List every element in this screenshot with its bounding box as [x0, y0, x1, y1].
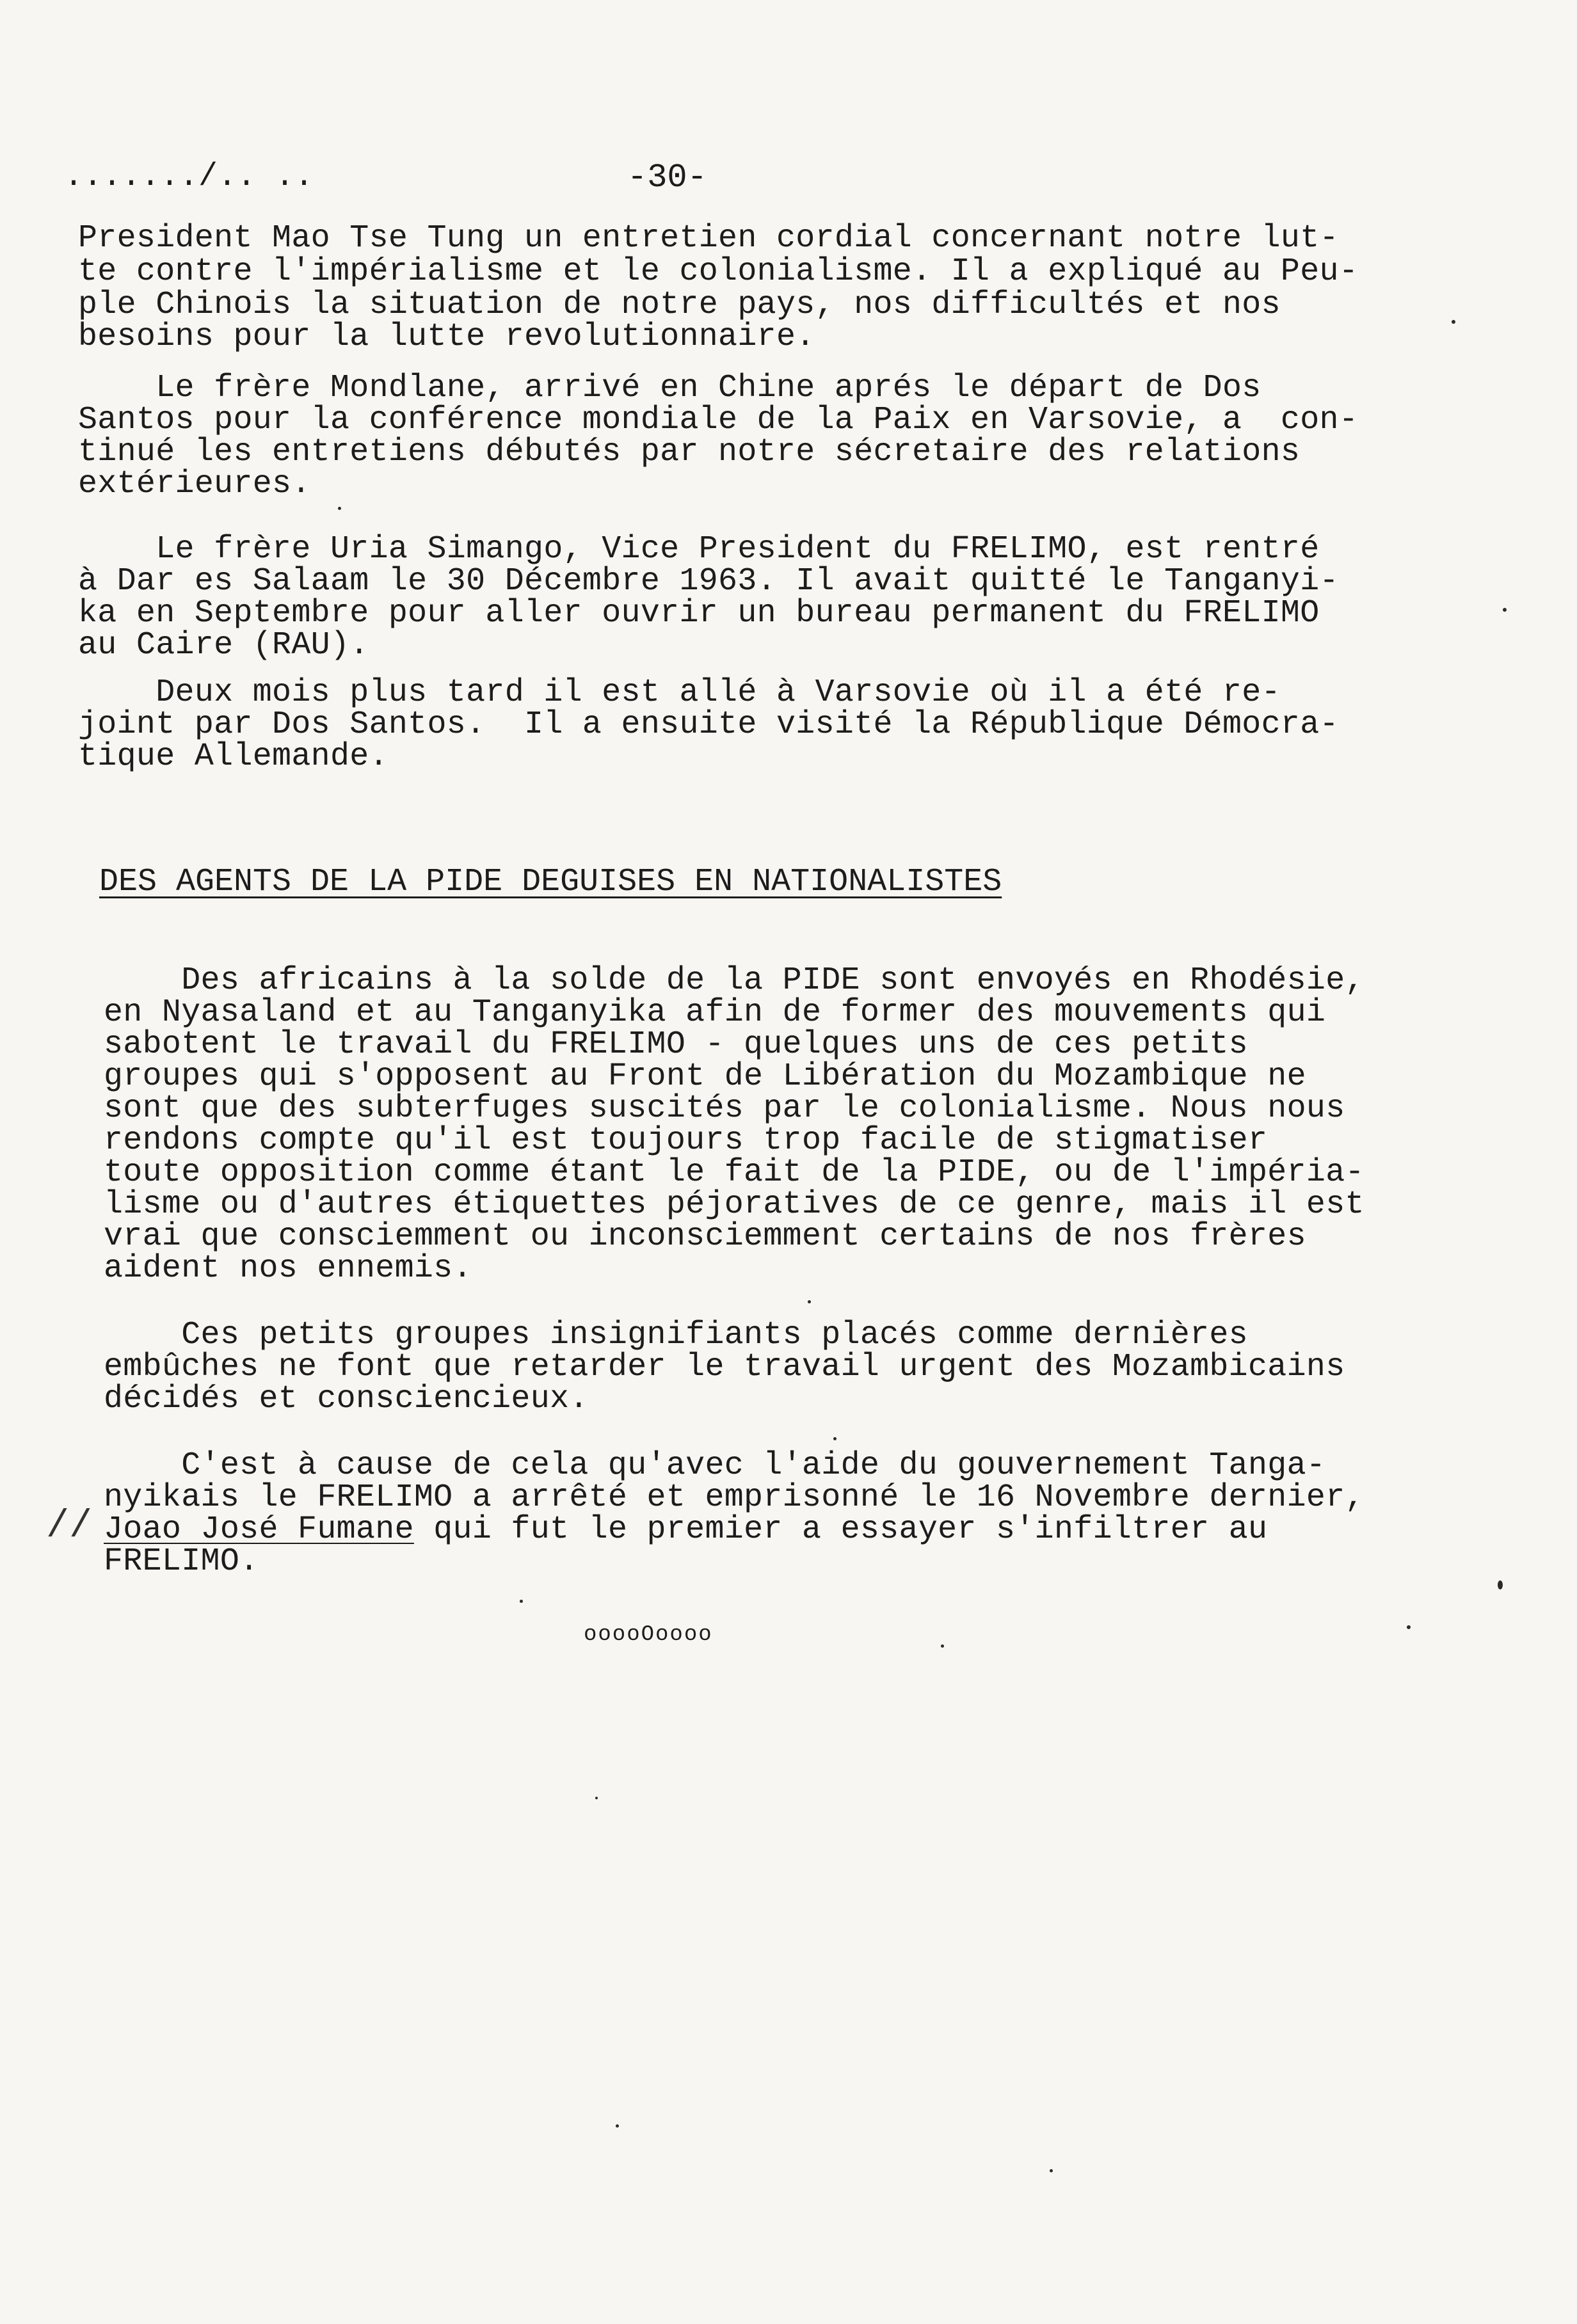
text-line-rest: qui fut le premier a essayer s'infiltrer au — [433, 1511, 1268, 1548]
text-line: Le frère Uria Simango, Vice President du FRELIMO, est rentré — [78, 531, 1320, 568]
scan-speck — [520, 1600, 523, 1603]
scan-speck — [808, 1300, 811, 1303]
continuation-mark: ......./.. .. — [64, 159, 314, 195]
text-line: tinué les entretiens débutés par notre sécretaire des relations — [78, 434, 1301, 470]
scan-speck — [1050, 2169, 1053, 2172]
scan-speck — [1407, 1625, 1411, 1629]
scan-speck — [595, 1797, 598, 1799]
text-line: lisme ou d'autres étiquettes péjoratives de ce genre, mais il est — [104, 1186, 1365, 1223]
text-line: C'est à cause de cela qu'avec l'aide du gouvernement Tanga- — [104, 1447, 1326, 1484]
text-line: embûches ne font que retarder le travail urgent des Mozambicains — [104, 1349, 1345, 1385]
scan-speck — [1503, 608, 1507, 612]
text-line: extérieures. — [78, 466, 311, 502]
text-line: FRELIMO. — [104, 1543, 259, 1580]
underlined-name: Joao José Fumane — [104, 1511, 414, 1548]
text-line: Le frère Mondlane, arrivé en Chine aprés le départ de Dos — [78, 370, 1261, 406]
scan-speck — [616, 2124, 619, 2128]
text-line: en Nyasaland et au Tanganyika afin de former des mouvements qui — [104, 994, 1326, 1031]
text-line: à Dar es Salaam le 30 Décembre 1963. Il avait quitté le Tanganyi- — [78, 563, 1339, 600]
text-line: Ces petits groupes insignifiants placés comme dernières — [104, 1317, 1248, 1353]
text-line: tique Allemande. — [78, 738, 388, 775]
end-ornament: ooooOoooo — [584, 1623, 713, 1647]
text-line: sont que des subterfuges suscités par le colonialisme. Nous nous — [104, 1090, 1345, 1127]
text-line: toute opposition comme étant le fait de la PIDE, ou de l'impéria- — [104, 1154, 1365, 1191]
scan-speck — [1452, 320, 1455, 324]
page-number: -30- — [627, 159, 707, 196]
text-line: joint par Dos Santos. Il a ensuite visité la République Démocra- — [78, 706, 1339, 743]
scan-speck — [833, 1437, 837, 1440]
text-line: sabotent le travail du FRELIMO - quelques uns de ces petits — [104, 1026, 1248, 1063]
text-line: au Caire (RAU). — [78, 627, 369, 664]
text-line: President Mao Tse Tung un entretien cordial concernant notre lut- — [78, 220, 1339, 257]
text-line: vrai que consciemment ou inconsciemment certains de nos frères — [104, 1218, 1306, 1255]
text-line: ple Chinois la situation de notre pays, nos difficultés et nos — [78, 287, 1281, 323]
scan-speck — [941, 1644, 944, 1648]
section-heading: DES AGENTS DE LA PIDE DEGUISES EN NATIONALISTES — [99, 864, 1002, 900]
text-line: Deux mois plus tard il est allé à Varsovie où il a été re- — [78, 674, 1281, 711]
margin-mark: // — [46, 1505, 93, 1548]
text-line: ka en Septembre pour aller ouvrir un bureau permanent du FRELIMO — [78, 595, 1320, 632]
text-line — [104, 1511, 1268, 1548]
text-line: besoins pour la lutte revolutionnaire. — [78, 319, 815, 355]
text-line: Santos pour la conférence mondiale de la Paix en Varsovie, a con- — [78, 402, 1359, 438]
scan-speck — [338, 507, 341, 510]
text-line: nyikais le FRELIMO a arrêté et emprisonné le 16 Novembre dernier, — [104, 1479, 1365, 1516]
text-line: décidés et consciencieux. — [104, 1381, 589, 1417]
text-line: groupes qui s'opposent au Front de Libération du Mozambique ne — [104, 1058, 1306, 1095]
text-line: rendons compte qu'il est toujours trop facile de stigmatiser — [104, 1122, 1268, 1159]
scan-speck — [1498, 1580, 1503, 1589]
text-line: Des africains à la solde de la PIDE sont envoyés en Rhodésie, — [104, 962, 1365, 999]
text-line: te contre l'impérialisme et le colonialisme. Il a expliqué au Peu- — [78, 253, 1359, 290]
text-line: aident nos ennemis. — [104, 1250, 472, 1287]
